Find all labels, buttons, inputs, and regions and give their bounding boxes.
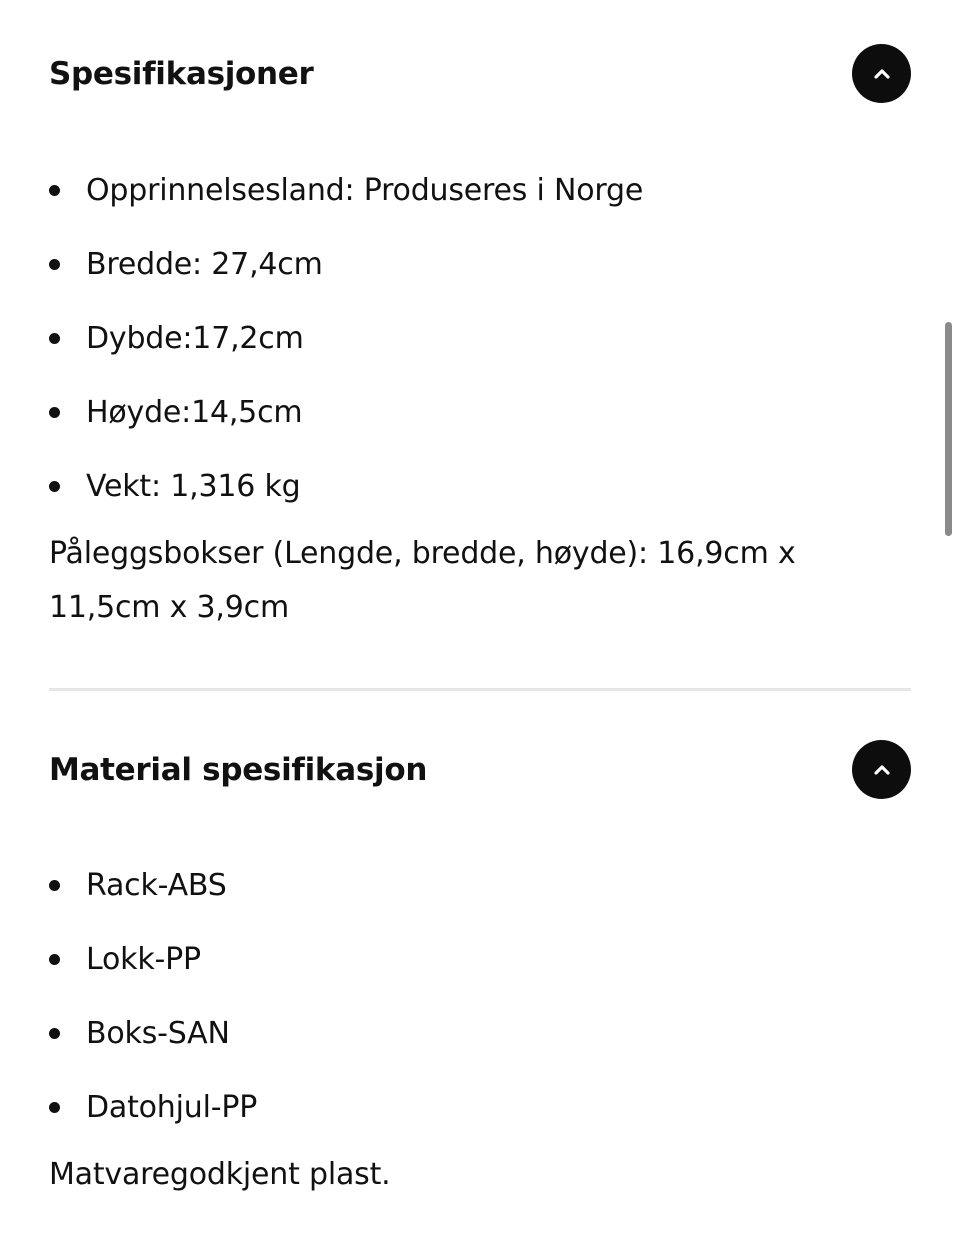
scrollbar-thumb[interactable]: [945, 322, 952, 536]
list-item: [49, 922, 911, 996]
bullet-icon: [49, 407, 60, 418]
bullet-icon: [49, 880, 60, 891]
list-item-text: Boks-SAN: [86, 1015, 230, 1051]
chevron-up-icon: [873, 68, 891, 80]
list-item: [49, 227, 911, 301]
bullet-icon: [49, 333, 60, 344]
bullet-icon: [49, 1102, 60, 1113]
dimensions-note: [49, 527, 911, 635]
material-section: [49, 740, 911, 1202]
material-list: [49, 848, 911, 1144]
bullet-icon: [49, 259, 60, 270]
list-item: [49, 375, 911, 449]
bullet-icon: [49, 1028, 60, 1039]
list-item-text: Lokk-PP: [86, 941, 201, 977]
spesifikasjoner-section: [49, 44, 911, 635]
list-item-text: Høyde:14,5cm: [86, 394, 303, 430]
collapse-button[interactable]: [852, 740, 911, 799]
list-item-text: Dybde:17,2cm: [86, 320, 304, 356]
list-item-text: Datohjul-PP: [86, 1089, 258, 1125]
section-title: Material spesifikasjon: [49, 752, 428, 788]
spesifikasjoner-header[interactable]: [49, 44, 911, 104]
spec-list: [49, 153, 911, 523]
note-line: Påleggsbokser (Lengde, bredde, høyde): 16,9cm x: [49, 536, 796, 571]
list-item-text: Bredde: 27,4cm: [86, 246, 323, 282]
list-item: [49, 1070, 911, 1144]
list-item-text: Rack-ABS: [86, 867, 227, 903]
list-item: [49, 449, 911, 523]
collapse-button[interactable]: [852, 44, 911, 103]
list-item: [49, 153, 911, 227]
bullet-icon: [49, 954, 60, 965]
note-line: 11,5cm x 3,9cm: [49, 590, 289, 625]
list-item: [49, 996, 911, 1070]
bullet-icon: [49, 185, 60, 196]
section-divider: [49, 688, 911, 691]
list-item-text: Opprinnelsesland: Produseres i Norge: [86, 172, 644, 208]
bullet-icon: [49, 481, 60, 492]
list-item-text: Vekt: 1,316 kg: [86, 468, 301, 504]
material-header[interactable]: [49, 740, 911, 800]
list-item: [49, 301, 911, 375]
chevron-up-icon: [873, 764, 891, 776]
list-item: [49, 848, 911, 922]
material-note: Matvaregodkjent plast.: [49, 1157, 391, 1192]
section-title: Spesifikasjoner: [49, 56, 314, 92]
